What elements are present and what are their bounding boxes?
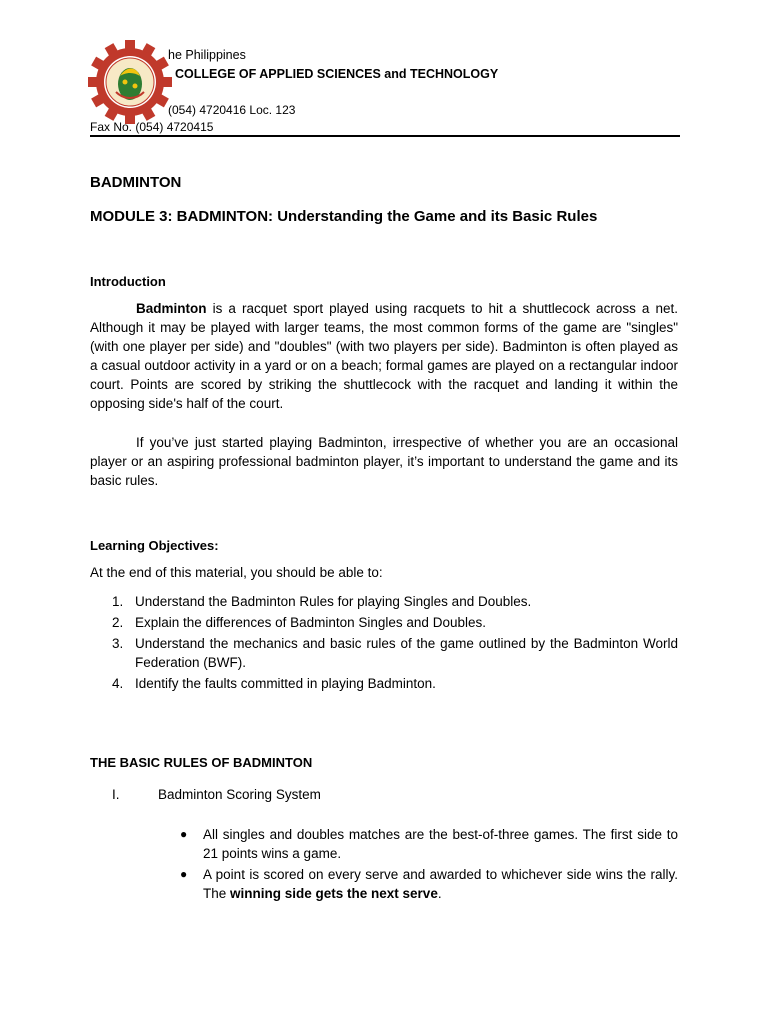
list-item-text: Understand the Badminton Rules for playing Singles and Doubles. bbox=[135, 594, 532, 609]
section-number: I. bbox=[112, 787, 120, 802]
header-fax: Fax No. (054) 4720415 bbox=[90, 120, 214, 134]
introduction-heading: Introduction bbox=[90, 274, 166, 289]
header-college-name: COLLEGE OF APPLIED SCIENCES and TECHNOLOGY bbox=[175, 67, 499, 81]
list-item bbox=[90, 674, 678, 693]
list-item bbox=[90, 865, 678, 903]
bullet-icon: ● bbox=[180, 827, 188, 841]
bullet-text-post: . bbox=[437, 886, 442, 901]
list-item-text: Understand the mechanics and basic rules of the game outlined by the Badminton World Federation (BWF). bbox=[135, 636, 678, 670]
header-divider bbox=[90, 135, 680, 137]
list-item-text: Explain the differences of Badminton Singles and Doubles. bbox=[135, 615, 486, 630]
bullet-icon: ● bbox=[180, 867, 188, 881]
scoring-bullets bbox=[90, 825, 678, 903]
module-title: MODULE 3: BADMINTON: Understanding the Game and its Basic Rules bbox=[90, 208, 598, 225]
objectives-heading: Learning Objectives: bbox=[90, 538, 219, 553]
bullet-text-bold: winning side gets the next serve bbox=[230, 886, 438, 901]
objectives-lead: At the end of this material, you should be able to: bbox=[90, 565, 383, 580]
objectives-list bbox=[90, 592, 678, 693]
header-telephone: (054) 4720416 Loc. 123 bbox=[168, 103, 296, 117]
list-item-text: Identify the faults committed in playing Badminton. bbox=[135, 676, 436, 691]
scoring-system-section bbox=[90, 785, 678, 804]
list-item bbox=[90, 613, 678, 632]
header-institution-line: he Philippines bbox=[168, 48, 246, 62]
list-number: 4. bbox=[112, 676, 124, 691]
badminton-term: Badminton bbox=[136, 301, 207, 316]
list-item bbox=[90, 592, 678, 611]
college-seal-logo bbox=[88, 40, 172, 124]
section-title: Badminton Scoring System bbox=[158, 787, 321, 802]
list-item bbox=[90, 825, 678, 863]
basic-rules-heading: THE BASIC RULES OF BADMINTON bbox=[90, 755, 313, 770]
bullet-text: All singles and doubles matches are the best-of-three games. The first side to 21 points wins a game. bbox=[203, 827, 678, 861]
document-title: BADMINTON bbox=[90, 174, 182, 191]
introduction-paragraph-2: If you’ve just started playing Badminton, irrespective of whether you are an occasional player or an aspiring professional badminton player, it’s important to understand the game and its basic rules. bbox=[90, 435, 678, 488]
bullet-text-pre: A point is scored on every serve and awarded to whichever side wins the rally. The bbox=[203, 867, 678, 901]
document-body bbox=[90, 173, 678, 905]
list-number: 2. bbox=[112, 615, 124, 630]
introduction-paragraph-1-text: is a racquet sport played using racquets to hit a shuttlecock across a net. Although it may be played with larger teams, the most common forms of the game are "singles" (with one player per side) and "doubles" (with two players per side). Badminton is often played as a casual outdoor activity in a yard or on a beach; formal games are played on a rectangular indoor court. Points are scored by striking the shuttlecock with the racquet and landing it within the opposing side's half of the court. bbox=[90, 301, 678, 411]
list-number: 3. bbox=[112, 636, 124, 651]
introduction-paragraph-1 bbox=[90, 299, 678, 413]
list-number: 1. bbox=[112, 594, 124, 609]
list-item bbox=[90, 634, 678, 672]
